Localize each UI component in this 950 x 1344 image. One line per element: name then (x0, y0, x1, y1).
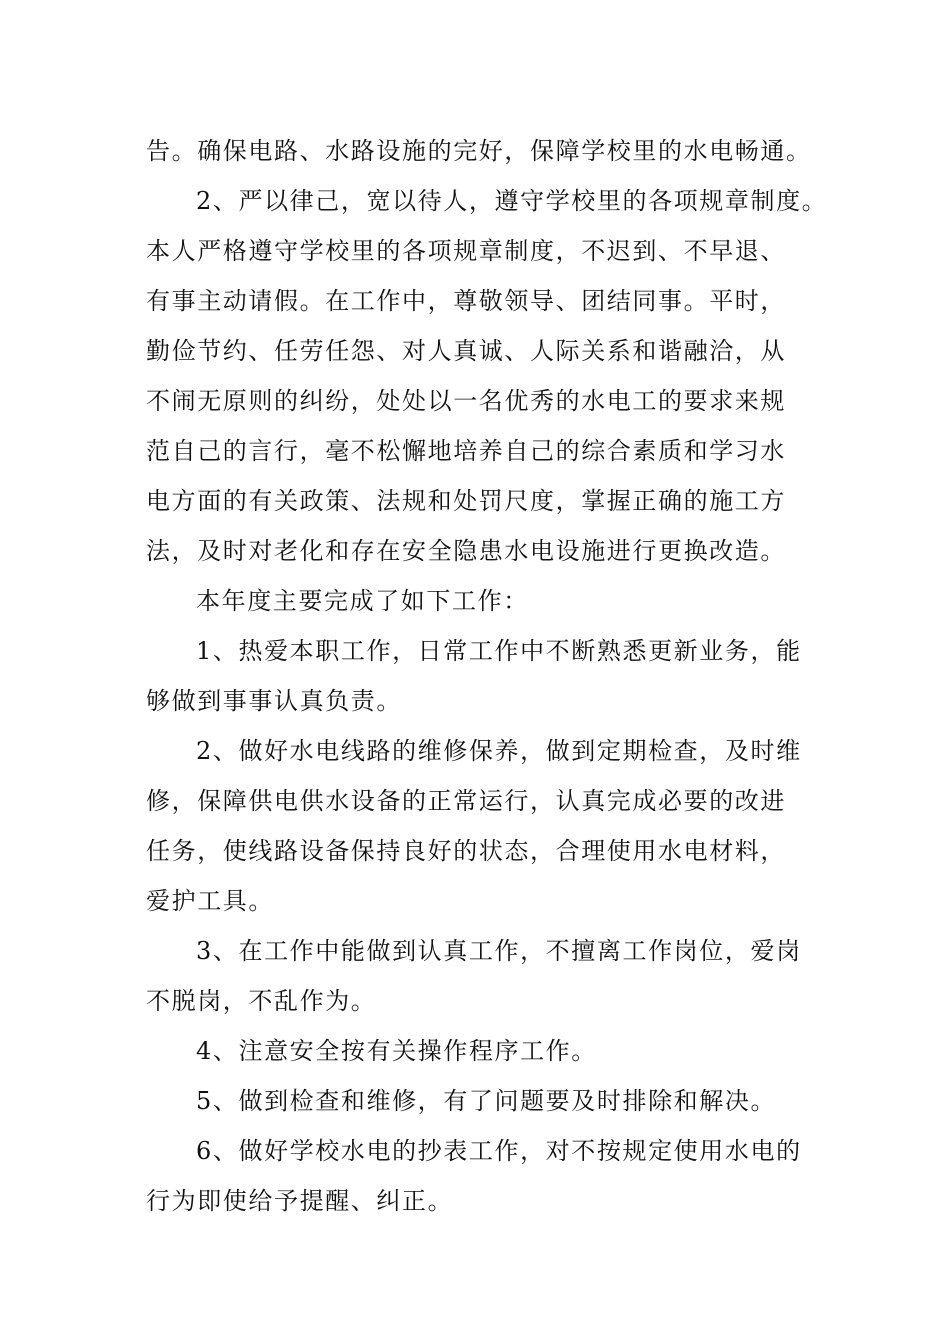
text-line: 3、在工作中能做到认真工作，不擅离工作岗位，爱岗 (196, 937, 802, 965)
text-line: 任务，使线路设备保持良好的状态，合理使用水电材料， (146, 837, 786, 865)
text-line: 2、做好水电线路的维修保养，做到定期检查，及时维 (196, 737, 802, 765)
document-body (146, 126, 826, 1226)
text-line: 修，保障供电供水设备的正常运行，认真完成必要的改进 (146, 787, 786, 815)
text-line: 4、注意安全按有关操作程序工作。 (196, 1037, 597, 1065)
text-line: 5、做到检查和维修，有了问题要及时排除和解决。 (196, 1087, 777, 1115)
text-line: 电方面的有关政策、法规和处罚尺度，掌握正确的施工方 (146, 487, 786, 515)
text-line: 本人严格遵守学校里的各项规章制度，不迟到、不早退、 (146, 237, 786, 265)
text-line: 6、做好学校水电的抄表工作，对不按规定使用水电的 (196, 1137, 802, 1165)
text-line: 本年度主要完成了如下工作： (196, 587, 529, 615)
text-line: 够做到事事认真负责。 (146, 687, 402, 715)
text-line: 行为即使给予提醒、纠正。 (146, 1187, 454, 1215)
text-line: 有事主动请假。在工作中，尊敬领导、团结同事。平时， (146, 287, 786, 315)
text-line: 不闹无原则的纠纷，处处以一名优秀的水电工的要求来规 (146, 387, 786, 415)
text-line: 1、热爱本职工作，日常工作中不断熟悉更新业务，能 (196, 637, 802, 665)
text-line: 不脱岗，不乱作为。 (146, 987, 377, 1015)
text-line: 告。确保电路、水路设施的完好，保障学校里的水电畅通。 (146, 137, 812, 165)
text-line: 勤俭节约、任劳任怨、对人真诚、人际关系和谐融洽，从 (146, 337, 786, 365)
text-line: 法，及时对老化和存在安全隐患水电设施进行更换改造。 (146, 537, 786, 565)
text-line: 范自己的言行，毫不松懈地培养自己的综合素质和学习水 (146, 437, 786, 465)
text-line: 2、严以律己，宽以待人，遵守学校里的各项规章制度。 (196, 187, 828, 215)
text-line: 爱护工具。 (146, 887, 274, 915)
